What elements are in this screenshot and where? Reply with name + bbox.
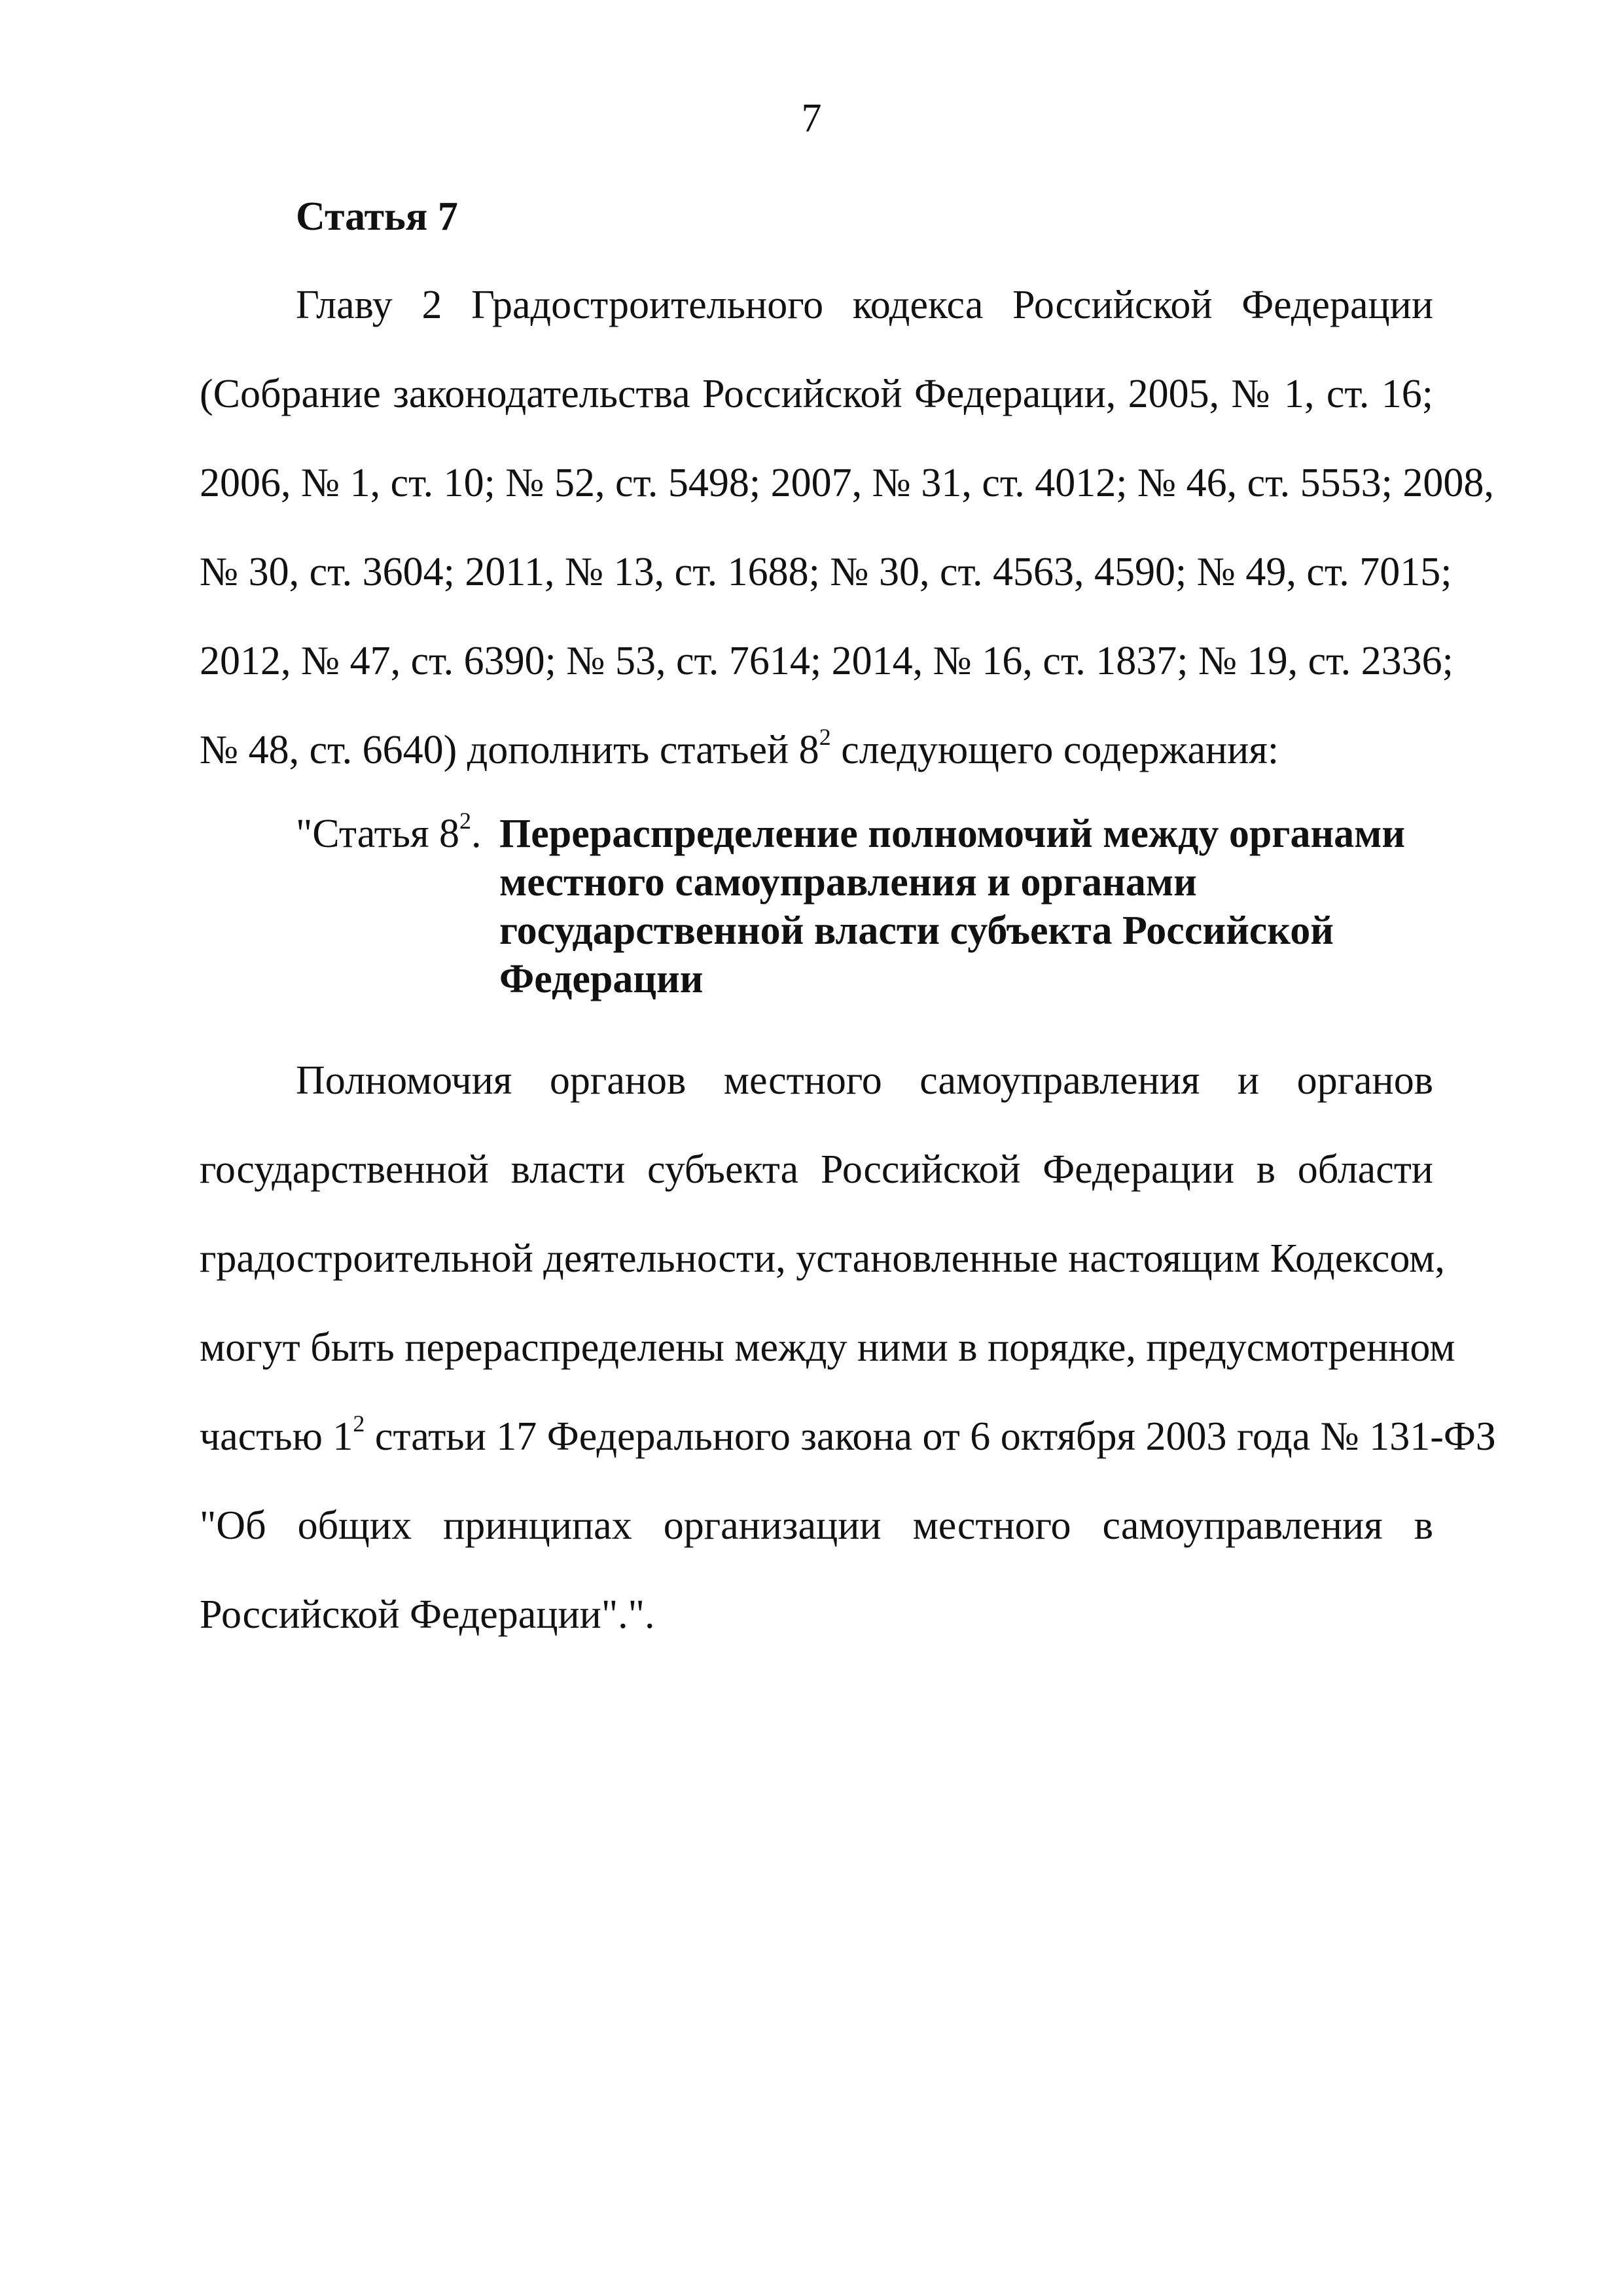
paragraph-line: 2012, № 47, ст. 6390; № 53, ст. 7614; 2014, № 16, ст. 1837; № 19, ст. 2336;	[200, 639, 1454, 683]
paragraph-line: Российской Федерации".".	[200, 1592, 655, 1637]
prefix-text: "Статья 8	[296, 812, 459, 856]
title-line: Перераспределение полномочий между органами	[499, 812, 1406, 856]
line-text: № 48, ст. 6640) дополнить статьей 8	[200, 728, 819, 772]
paragraph-line	[200, 1410, 1496, 1502]
title-line: местного самоуправления и органами	[499, 860, 1197, 905]
title-line: государственной власти субъекта Российской	[499, 908, 1334, 953]
paragraph-line: градостроительной деятельности, установленные настоящим Кодексом,	[200, 1236, 1445, 1281]
line-text: следующего содержания:	[830, 728, 1279, 772]
title-line: Федерации	[499, 957, 704, 1001]
paragraph-line: государственной власти субъекта Российской Федерации в области	[200, 1147, 1433, 1192]
prefix-dot: .	[471, 812, 482, 856]
superscript: 2	[819, 724, 831, 751]
paragraph-line: 2006, № 1, ст. 10; № 52, ст. 5498; 2007, № 31, ст. 4012; № 46, ст. 5553; 2008,	[200, 461, 1494, 505]
new-article-title	[499, 810, 1429, 1003]
paragraph-line: Главу 2 Градостроительного кодекса Российской Федерации	[296, 283, 1433, 327]
new-article-number	[296, 810, 482, 858]
page-number: 7	[801, 96, 822, 141]
paragraph-line: (Собрание законодательства Российской Федерации, 2005, № 1, ст. 16;	[200, 372, 1433, 416]
superscript: 2	[353, 1410, 365, 1437]
paragraph-line: "Об общих принципах организации местного самоуправления в	[200, 1503, 1433, 1548]
paragraph-line: № 30, ст. 3604; 2011, № 13, ст. 1688; № 30, ст. 4563, 4590; № 49, ст. 7015;	[200, 550, 1452, 594]
paragraph-line: могут быть перераспределены между ними в порядке, предусмотренном	[200, 1325, 1455, 1370]
new-article-body	[200, 1057, 1496, 1680]
paragraph-line	[200, 726, 1433, 816]
line-text: статьи 17 Федерального закона от 6 октября 2003 года № 131-ФЗ	[365, 1414, 1496, 1459]
article-heading: Статья 7	[296, 194, 458, 239]
superscript: 2	[459, 808, 471, 834]
line-text: частью 1	[200, 1414, 353, 1459]
paragraph-line: Полномочия органов местного самоуправления и органов	[296, 1058, 1433, 1103]
amendment-paragraph	[200, 281, 1494, 816]
